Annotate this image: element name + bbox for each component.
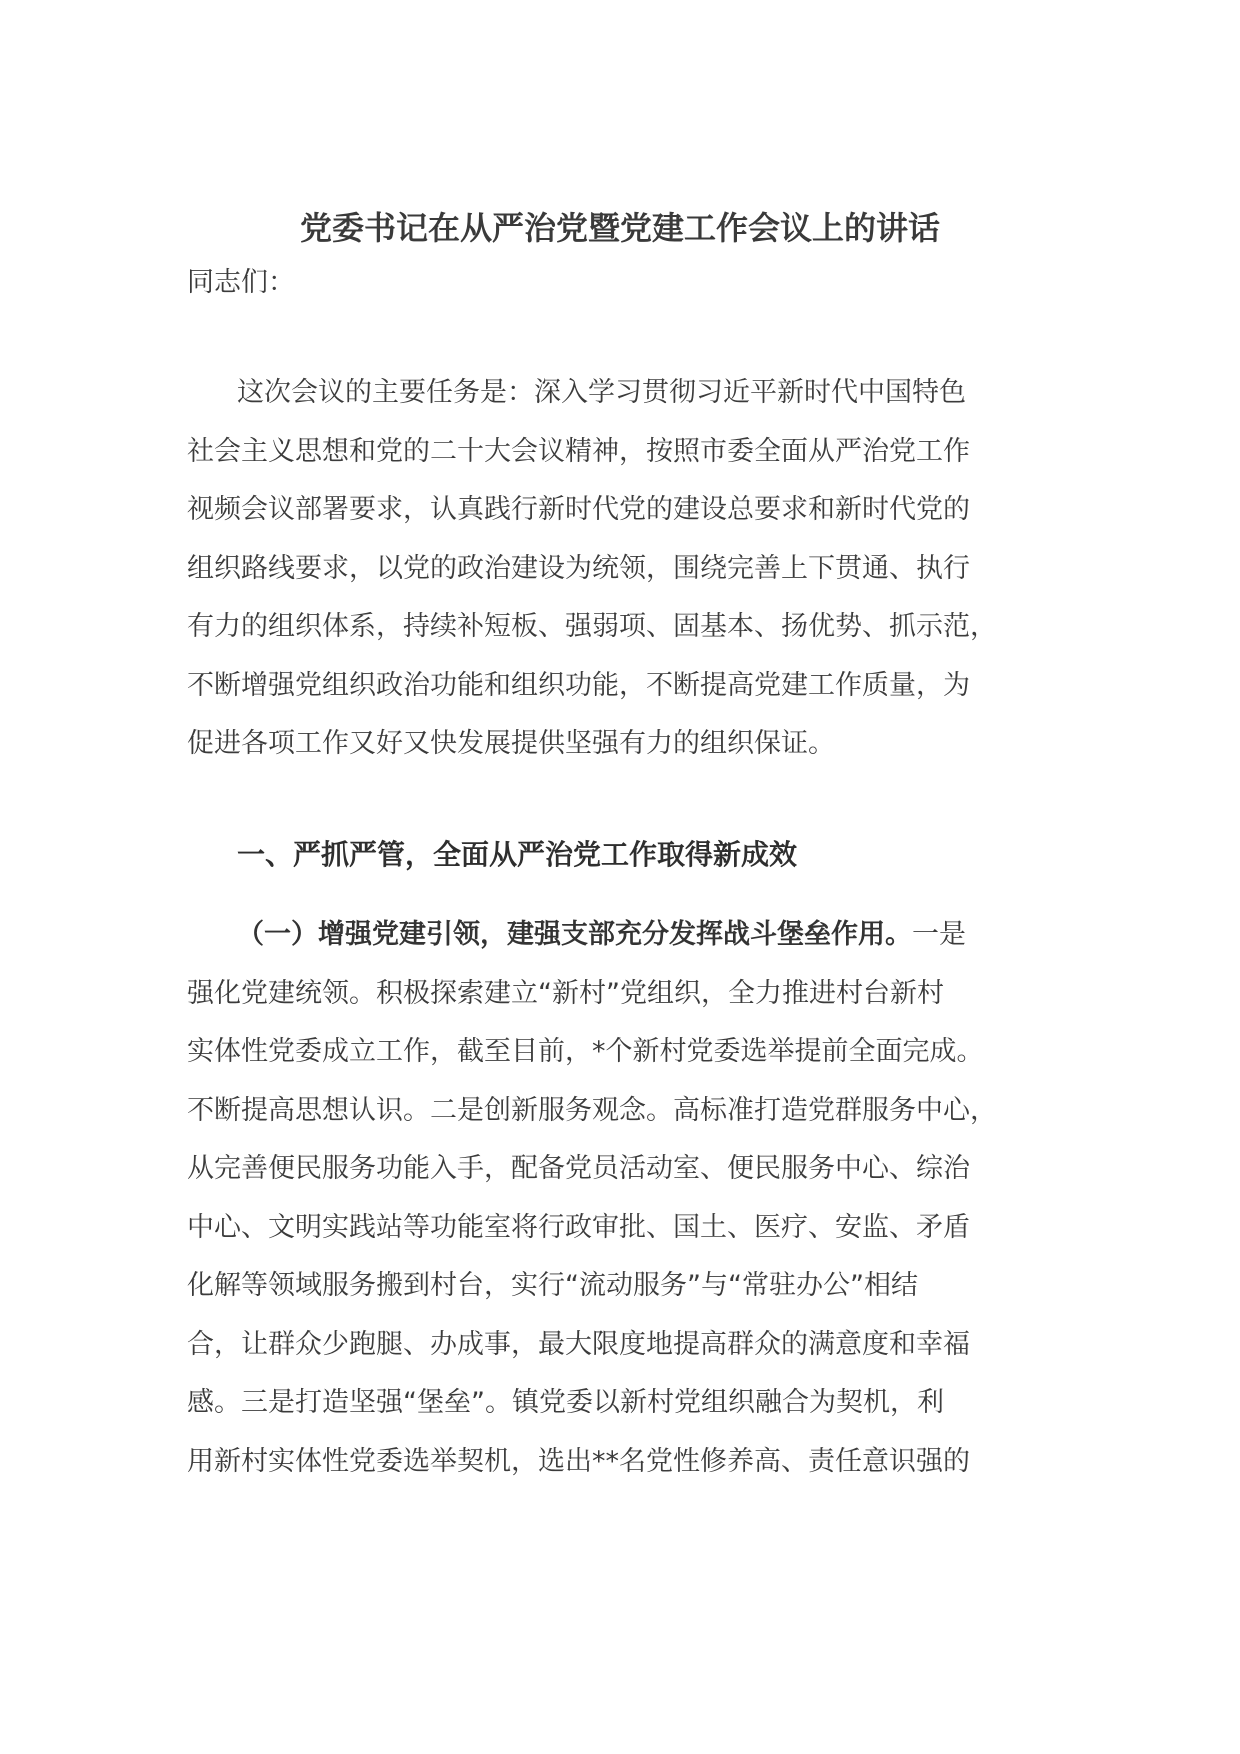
paragraph-line: 强化党建统领。积极探索建立“新村”党组织，全力推进村台新村 xyxy=(187,977,944,1009)
paragraph-text: 一是 xyxy=(912,919,966,950)
paragraph-line: 社会主义思想和党的二十大会议精神，按照市委全面从严治党工作 xyxy=(187,435,970,467)
paragraph-line: 有力的组织体系，持续补短板、强弱项、固基本、扬优势、抓示范， xyxy=(187,611,997,642)
paragraph-line: 组织路线要求，以党的政治建设为统领，围绕完善上下贯通、执行 xyxy=(187,552,970,584)
paragraph-line: 感。三是打造坚强“堡垒”。镇党委以新村党组织融合为契机，利 xyxy=(187,1387,944,1418)
paragraph-line: 不断增强党组织政治功能和组织功能，不断提高党建工作质量，为 xyxy=(187,669,970,701)
intro-paragraph xyxy=(187,364,1077,774)
document-title: 党委书记在从严治党暨党建工作会议上的讲话 xyxy=(299,209,940,247)
paragraph-line: 这次会议的主要任务是：深入学习贯彻习近平新时代中国特色 xyxy=(237,377,966,408)
paragraph-line: 合，让群众少跑腿、办成事，最大限度地提高群众的满意度和幸福 xyxy=(187,1328,970,1360)
paragraph-line: 实体性党委成立工作，截至目前，*个新村党委选举提前全面完成。 xyxy=(187,1036,984,1067)
paragraph-line: 促进各项工作又好又快发展提供坚强有力的组织保证。 xyxy=(187,728,835,759)
greeting: 同志们： xyxy=(187,267,295,298)
paragraph-line: 中心、文明实践站等功能室将行政审批、国土、医疗、安监、矛盾 xyxy=(187,1211,970,1243)
paragraph-first-line xyxy=(187,906,1077,965)
paragraph-line: 视频会议部署要求，认真践行新时代党的建设总要求和新时代党的 xyxy=(187,494,970,525)
paragraph-line: 化解等领域服务搬到村台，实行“流动服务”与“常驻办公”相结 xyxy=(187,1270,918,1301)
subsection-lead: （一）增强党建引领，建强支部充分发挥战斗堡垒作用。 xyxy=(237,919,912,950)
paragraph-line: 用新村实体性党委选举契机，选出**名党性修养高、责任意识强的 xyxy=(187,1445,970,1477)
section-heading-1: 一、严抓严管，全面从严治党工作取得新成效 xyxy=(237,838,798,871)
paragraph-line: 从完善便民服务功能入手，配备党员活动室、便民服务中心、综治 xyxy=(187,1153,970,1184)
subsection-1-paragraph xyxy=(187,906,1077,1491)
paragraph-line: 不断提高思想认识。二是创新服务观念。高标准打造党群服务中心， xyxy=(187,1094,997,1126)
